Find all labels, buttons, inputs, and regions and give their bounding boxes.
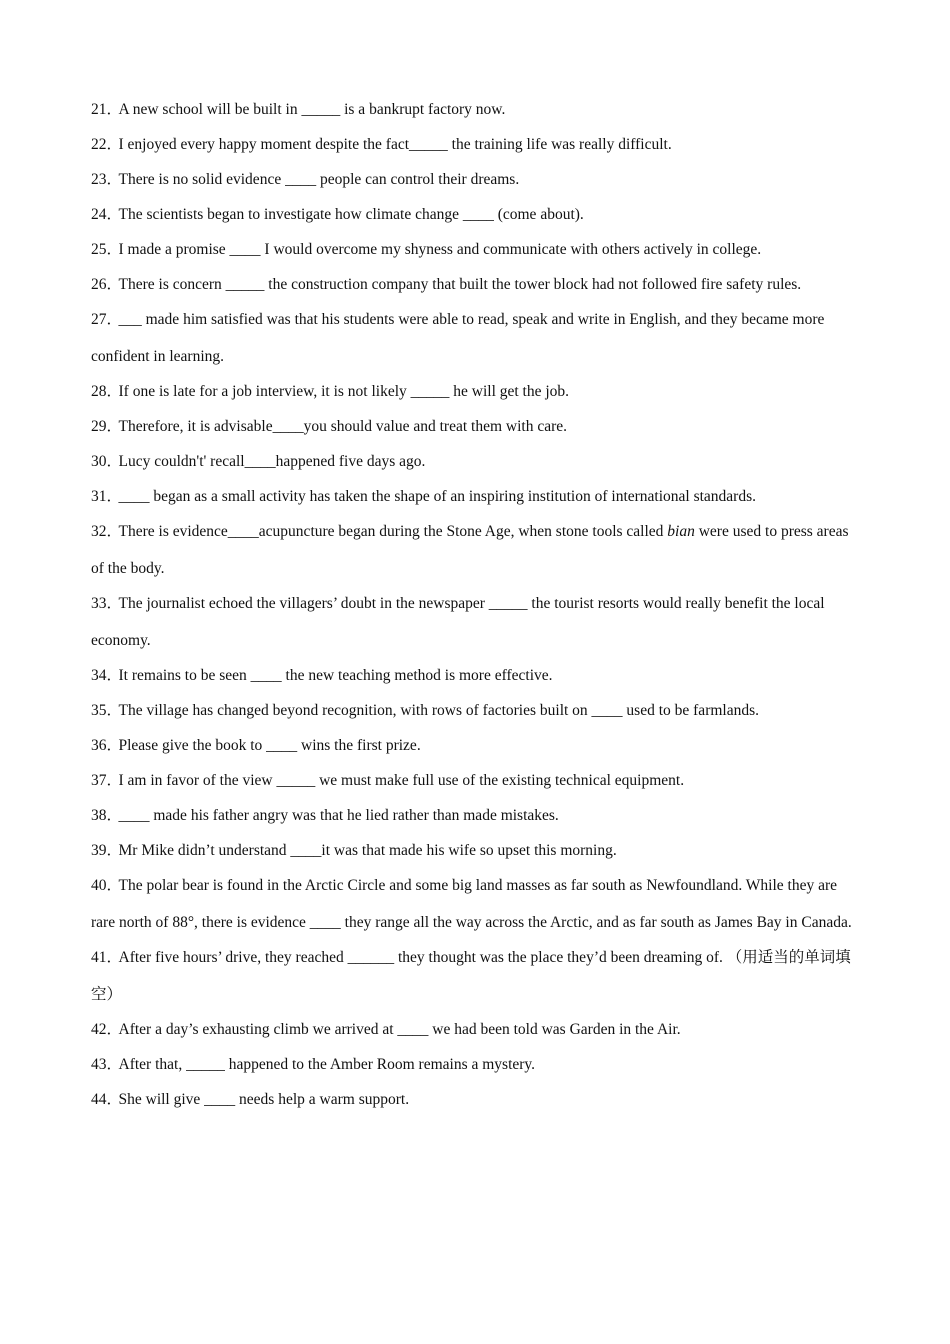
question-number: 26: [91, 276, 107, 293]
question-number: 31: [91, 488, 107, 505]
question-text: ____ began as a small activity has taken the shape of an inspiring institution of international standards.: [118, 488, 757, 505]
question-number: 33: [91, 595, 107, 612]
question-number: 34: [91, 667, 107, 684]
question-text: The polar bear is found in the Arctic Circle and some big land masses as far south as Newfoundland. While they are rare north of 88°, there is evidence ____ they range all the way across the Arctic, and as far south as James Bay in Canada.: [91, 877, 852, 931]
question-number: 29: [91, 418, 107, 435]
question-text: Lucy couldn't' recall____happened five days ago.: [118, 453, 426, 470]
question-text: There is no solid evidence ____ people can control their dreams.: [118, 171, 520, 188]
question-number: 43: [91, 1056, 107, 1073]
number-separator: ．: [106, 241, 123, 258]
question-27: [91, 301, 861, 375]
question-24: [91, 196, 861, 233]
number-separator: ．: [106, 1091, 123, 1108]
italic-term: bian: [667, 523, 695, 540]
question-39: [91, 832, 861, 869]
question-number: 24: [91, 206, 107, 223]
question-number: 44: [91, 1091, 107, 1108]
number-separator: ．: [106, 1021, 123, 1038]
question-34: [91, 657, 861, 694]
question-number: 25: [91, 241, 107, 258]
question-40: [91, 867, 861, 941]
question-text: Please give the book to ____ wins the first prize.: [118, 737, 421, 754]
question-26: [91, 266, 861, 303]
question-number: 35: [91, 702, 107, 719]
question-43: [91, 1046, 861, 1083]
question-30: [91, 443, 861, 480]
question-text: There is concern _____ the construction company that built the tower block had not followed fire safety rules.: [118, 276, 802, 293]
question-21: [91, 91, 861, 128]
number-separator: ．: [106, 523, 123, 540]
number-separator: ．: [106, 807, 123, 824]
question-number: 21: [91, 101, 107, 118]
number-separator: ．: [106, 276, 123, 293]
number-separator: ．: [106, 667, 123, 684]
question-44: [91, 1081, 861, 1118]
number-separator: ．: [106, 595, 123, 612]
question-29: [91, 408, 861, 445]
number-separator: ．: [106, 877, 123, 894]
question-37: [91, 762, 861, 799]
question-42: [91, 1011, 861, 1048]
question-list: [91, 91, 861, 1118]
question-number: 32: [91, 523, 107, 540]
question-text: Therefore, it is advisable____you should value and treat them with care.: [118, 418, 567, 435]
question-number: 30: [91, 453, 107, 470]
number-separator: ．: [106, 418, 123, 435]
question-31: [91, 478, 861, 515]
number-separator: ．: [106, 772, 123, 789]
number-separator: ．: [106, 311, 123, 328]
question-25: [91, 231, 861, 268]
number-separator: ．: [106, 383, 123, 400]
question-text: After a day’s exhausting climb we arrived at ____ we had been told was Garden in the Air.: [118, 1021, 681, 1038]
question-number: 42: [91, 1021, 107, 1038]
question-number: 23: [91, 171, 107, 188]
question-36: [91, 727, 861, 764]
number-separator: ．: [106, 171, 123, 188]
question-number: 27: [91, 311, 107, 328]
question-number: 38: [91, 807, 107, 824]
number-separator: ．: [106, 702, 123, 719]
question-number: 41: [91, 949, 107, 966]
question-number: 39: [91, 842, 107, 859]
question-23: [91, 161, 861, 198]
number-separator: ．: [106, 949, 123, 966]
question-33: [91, 585, 861, 659]
question-text: She will give ____ needs help a warm support.: [118, 1091, 410, 1108]
question-38: [91, 797, 861, 834]
number-separator: ．: [106, 488, 123, 505]
question-text: The village has changed beyond recognition, with rows of factories built on ____ used to be farmlands.: [118, 702, 760, 719]
number-separator: ．: [106, 136, 123, 153]
question-text: I made a promise ____ I would overcome my shyness and communicate with others actively in college.: [118, 241, 762, 258]
number-separator: ．: [106, 453, 123, 470]
question-text: It remains to be seen ____ the new teaching method is more effective.: [118, 667, 553, 684]
question-number: 40: [91, 877, 107, 894]
question-text: [91, 523, 849, 577]
number-separator: ．: [106, 737, 123, 754]
question-22: [91, 126, 861, 163]
question-text: If one is late for a job interview, it is not likely _____ he will get the job.: [118, 383, 570, 400]
question-35: [91, 692, 861, 729]
question-text: A new school will be built in _____ is a bankrupt factory now.: [118, 101, 506, 118]
number-separator: ．: [106, 101, 123, 118]
question-text: The journalist echoed the villagers’ doubt in the newspaper _____ the tourist resorts would really benefit the local economy.: [91, 595, 825, 649]
question-text: The scientists began to investigate how climate change ____ (come about).: [118, 206, 584, 223]
number-separator: ．: [106, 842, 123, 859]
question-text: Mr Mike didn’t understand ____it was that made his wife so upset this morning.: [118, 842, 617, 859]
question-text: I enjoyed every happy moment despite the fact_____ the training life was really difficult.: [118, 136, 672, 153]
question-text: ___ made him satisfied was that his students were able to read, speak and write in English, and they became more confident in learning.: [91, 311, 825, 365]
question-text: After five hours’ drive, they reached ______ they thought was the place they’d been dreaming of. （用适当的单词填空）: [91, 949, 851, 1003]
question-text: After that, _____ happened to the Amber Room remains a mystery.: [118, 1056, 536, 1073]
question-text: ____ made his father angry was that he lied rather than made mistakes.: [118, 807, 559, 824]
question-number: 22: [91, 136, 107, 153]
question-text-before: There is evidence____acupuncture began during the Stone Age, when stone tools called: [118, 523, 668, 540]
number-separator: ．: [106, 1056, 123, 1073]
number-separator: ．: [106, 206, 123, 223]
question-41: [91, 939, 861, 1013]
question-text-after: were used to press areas of the body.: [91, 523, 849, 577]
question-text: I am in favor of the view _____ we must make full use of the existing technical equipment.: [118, 772, 685, 789]
question-32: [91, 513, 861, 587]
question-number: 36: [91, 737, 107, 754]
question-28: [91, 373, 861, 410]
question-number: 28: [91, 383, 107, 400]
question-number: 37: [91, 772, 107, 789]
